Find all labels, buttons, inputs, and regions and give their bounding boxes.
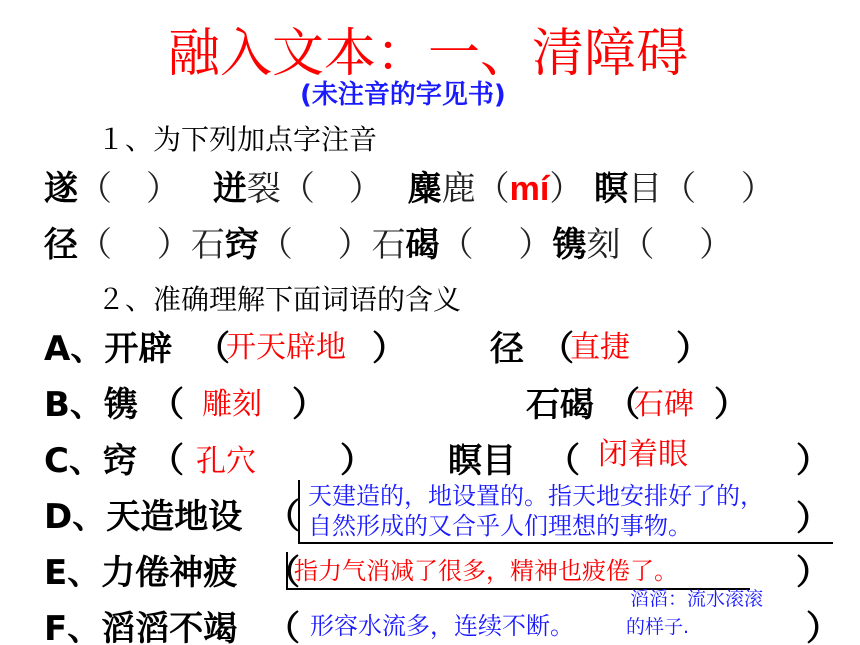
row-f-close: ） [806,609,840,645]
char-shi: 石 [371,225,406,265]
blank-paren: （ ） [78,169,180,209]
char-lu: 鹿 [441,169,476,209]
question-1-heading: １、为下列加点字注音 [97,123,378,156]
pinyin-line-1 [44,169,775,209]
blank-paren: （ ） [620,225,734,265]
page-title: 融入文本：一、清障碍 [168,24,689,84]
paren-close: ） [549,169,584,209]
row-d-answer-line1: 天建造的，地设置的。指天地安排好了的， [308,482,764,510]
char-beng: 迸 [212,169,247,209]
row-b-answer2: 石碑 [634,387,694,422]
row-a-answer2: 直捷 [570,330,630,365]
row-c-close2: ） [796,441,830,481]
question-2-heading: ２、准确理解下面词语的含义 [97,283,462,316]
row-a-open2: （ [540,329,574,369]
row-c-answer: 孔穴 [196,444,256,479]
row-a-close2: ） [676,329,710,369]
row-b-answer: 雕刻 [202,387,262,422]
char-jie: 碣 [405,225,440,265]
row-b-open: （ [150,385,184,425]
char-juan: 镌 [552,225,587,265]
char-jing: 径 [44,225,78,265]
row-f-note-line2: 的样子. [626,616,690,638]
row-d-answer-box [298,480,833,544]
blank-paren: （ ） [258,225,372,265]
row-a-close: ） [372,329,406,369]
blank-paren: （ ） [78,225,191,265]
char-mi: 麋 [407,169,442,209]
row-d-close: ） [796,499,830,539]
row-c-word2: 瞑目 [448,441,516,481]
subtitle: (未注音的字见书) [300,80,506,110]
row-c-open2: （ [546,441,580,481]
char-lie: 裂 [246,169,281,209]
row-a-word2: 径 [490,329,524,369]
pinyin-answer: mí [509,170,550,208]
row-b-close: ） [292,385,326,425]
blank-paren: （ ） [662,169,775,209]
row-e-answer: 指力气消减了很多，精神也疲倦了。 [294,557,678,585]
char-ke: 刻 [586,225,621,265]
row-f-answer: 形容水流多，连续不断。 [310,612,574,640]
paren-open: （ [475,169,510,209]
row-f-note-line1: 滔滔：流水滚滚 [630,588,764,610]
row-e-label: E、力倦神疲 [44,553,238,593]
row-c-open: （ [150,441,184,481]
row-f-open: （ [266,609,300,645]
row-d-label: D、天造地设 [44,497,243,537]
row-d-open: （ [266,497,300,537]
char-shi: 石 [190,225,225,265]
row-e-close: ） [796,553,830,593]
row-c-label: C、窍 [44,441,137,481]
char-ming: 瞑 [594,169,629,209]
row-a-label: A、开辟 [44,329,173,369]
row-c-answer2: 闭着眼 [598,437,688,472]
pinyin-line-2 [44,225,734,265]
blank-paren: （ ） [439,225,553,265]
row-a-open: （ [196,329,230,369]
char-qiao: 窍 [224,225,259,265]
row-b-word2: 石碣 [526,385,594,425]
blank-paren: （ ） [280,169,383,209]
row-b-open2: （ [606,385,640,425]
row-a-answer: 开天辟地 [226,330,346,365]
char-mu: 目 [628,169,663,209]
row-d-answer-line2: 自然形成的又合乎人们理想的事物。 [308,512,692,540]
row-b-close2: ） [714,385,748,425]
row-e-open: （ [266,553,300,593]
row-c-close: ） [340,441,374,481]
char-sui: 遂 [44,169,78,209]
row-e-answer-box [286,552,750,590]
row-f-label: F、滔滔不竭 [44,609,238,645]
row-b-label: B、镌 [44,385,138,425]
